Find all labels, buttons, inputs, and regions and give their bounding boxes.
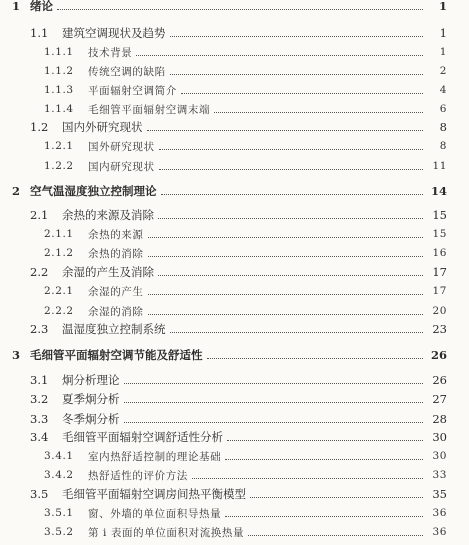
toc-title: 窗、外墙的单位面积导热量	[88, 507, 222, 520]
toc-subsection	[0, 80, 469, 100]
toc-number: 2	[12, 184, 21, 198]
dot-leader	[148, 294, 424, 295]
toc-page-number: 15	[432, 208, 447, 222]
dot-leader	[170, 332, 424, 333]
dot-leader	[161, 194, 424, 195]
toc-page-number: 2	[439, 65, 447, 77]
dot-leader	[159, 169, 423, 170]
toc-number: 1.1.3	[44, 84, 74, 96]
dot-leader	[148, 256, 424, 257]
dot-leader	[124, 422, 424, 423]
toc-title: 余湿的产生	[88, 285, 144, 298]
dot-leader	[158, 275, 423, 276]
dot-leader	[148, 237, 424, 238]
toc-title: 传统空调的缺陷	[88, 65, 166, 78]
toc-title: 国外研究现状	[88, 140, 155, 153]
toc-number: 3.3	[30, 412, 49, 426]
toc-title: 炯分析理论	[62, 373, 120, 387]
toc-title: 毛细管平面辐射空调末端	[88, 103, 211, 116]
toc-page-number: 36	[432, 526, 447, 538]
toc-title: 平面辐射空调简介	[88, 84, 177, 97]
toc-subsection	[0, 301, 469, 321]
toc-title: 空气温湿度独立控制理论	[30, 184, 157, 198]
dot-leader	[225, 459, 423, 460]
toc-number: 3.4.2	[44, 469, 74, 481]
toc-section	[0, 205, 469, 225]
toc-page-number: 16	[432, 247, 447, 259]
toc-section	[0, 409, 469, 429]
toc-title: 热舒适性的评价方法	[88, 469, 188, 482]
toc-number: 1.1.1	[44, 46, 74, 58]
toc-section	[0, 23, 469, 43]
toc-title: 余热的来源	[88, 228, 144, 241]
toc-subsection	[0, 156, 469, 176]
toc-section	[0, 117, 469, 137]
toc-section	[0, 484, 469, 504]
toc-number: 3	[12, 348, 21, 362]
toc-page-number: 30	[432, 450, 447, 462]
toc-title: 毛细管平面辐射空调节能及舒适性	[30, 348, 203, 362]
dot-leader	[124, 383, 424, 384]
dot-leader	[158, 218, 423, 219]
dot-leader	[148, 314, 424, 315]
dot-leader	[181, 93, 423, 94]
toc-number: 3.5	[30, 487, 49, 501]
dot-leader	[192, 478, 423, 479]
toc-title: 室内热舒适控制的理论基础	[88, 450, 222, 463]
toc-title: 余湿的产生及消除	[62, 265, 154, 279]
toc-number: 3.4.1	[44, 450, 74, 462]
toc-page-number: 17	[432, 265, 447, 279]
toc-title: 国内外研究现状	[62, 120, 143, 134]
toc-title: 国内研究现状	[88, 160, 155, 173]
toc-page-number: 36	[432, 507, 447, 519]
toc-subsection	[0, 136, 469, 156]
toc-subsection	[0, 446, 469, 466]
toc-title: 余热的来源及消除	[62, 208, 154, 222]
toc-title: 余热的消除	[88, 247, 144, 260]
toc-page-number: 14	[430, 184, 447, 198]
toc-section	[0, 427, 469, 447]
toc-title: 夏季炯分析	[62, 392, 120, 406]
dot-leader	[170, 36, 424, 37]
toc-subsection	[0, 465, 469, 485]
dot-leader	[214, 112, 423, 113]
toc-title: 温湿度独立控制系统	[62, 322, 166, 336]
toc-page-number: 1	[438, 0, 447, 13]
toc-page-number: 33	[432, 469, 447, 481]
toc-title: 建筑空调现状及趋势	[62, 26, 166, 40]
toc-subsection	[0, 281, 469, 301]
toc-subsection	[0, 99, 469, 119]
toc-number: 2.2.1	[44, 285, 74, 297]
toc-page-number: 27	[432, 392, 447, 406]
toc-page-number: 4	[439, 84, 447, 96]
toc-page-number: 20	[432, 305, 447, 317]
toc-number: 2.1.1	[44, 228, 74, 240]
dot-leader	[170, 74, 423, 75]
toc-title: 毛细管平面辐射空调房间热平衡模型	[62, 487, 246, 501]
toc-subsection	[0, 42, 469, 62]
toc-number: 1.2.2	[44, 160, 74, 172]
toc-title: 余湿的消除	[88, 305, 144, 318]
dot-leader	[227, 440, 423, 441]
toc-page-number: 1	[439, 26, 447, 40]
toc-number: 2.1.2	[44, 247, 74, 259]
dot-leader	[250, 497, 423, 498]
toc-subsection	[0, 522, 469, 542]
toc-chapter	[0, 345, 469, 365]
toc-number: 3.5.1	[44, 507, 74, 519]
toc-page-number: 6	[439, 103, 447, 115]
toc-number: 3.4	[30, 430, 49, 444]
toc-page-number: 35	[432, 487, 447, 501]
toc-title: 技术背景	[88, 46, 133, 59]
toc-number: 1.2	[30, 120, 49, 134]
toc-page-number: 8	[439, 120, 447, 134]
toc-number: 1.1	[30, 26, 49, 40]
toc-chapter	[0, 181, 469, 201]
toc-page-number: 30	[432, 430, 447, 444]
toc-page-number: 8	[439, 140, 447, 152]
toc-page-number: 26	[432, 373, 447, 387]
toc-section	[0, 262, 469, 282]
toc-subsection	[0, 243, 469, 263]
toc-number: 2.1	[30, 208, 49, 222]
dot-leader	[136, 55, 423, 56]
toc-number: 1.1.4	[44, 103, 74, 115]
toc-page-number: 28	[432, 412, 447, 426]
toc-number: 1.2.1	[44, 140, 74, 152]
toc-section	[0, 389, 469, 409]
toc-chapter	[0, 0, 469, 16]
toc-number: 1.1.2	[44, 65, 74, 77]
toc-title: 冬季炯分析	[62, 412, 120, 426]
toc-subsection	[0, 224, 469, 244]
toc-page-number: 26	[430, 348, 447, 362]
toc-number: 2.2.2	[44, 305, 74, 317]
dot-leader	[225, 516, 423, 517]
toc-page-number: 23	[432, 322, 447, 336]
toc-page-number: 17	[432, 285, 447, 297]
toc-page-number: 15	[432, 228, 447, 240]
toc-number: 1	[12, 0, 21, 13]
toc-title: 毛细管平面辐射空调舒适性分析	[62, 430, 223, 444]
toc-subsection	[0, 503, 469, 523]
toc-title: 绪论	[30, 0, 53, 13]
toc-section	[0, 370, 469, 390]
dot-leader	[57, 9, 423, 10]
dot-leader	[207, 358, 424, 359]
toc-number: 3.5.2	[44, 526, 74, 538]
toc-section	[0, 319, 469, 339]
dot-leader	[124, 402, 424, 403]
dot-leader	[147, 130, 424, 131]
toc-number: 3.1	[30, 373, 49, 387]
toc-subsection	[0, 61, 469, 81]
toc-number: 3.2	[30, 392, 49, 406]
toc-title: 第 i 表面的单位面积对流换热量	[88, 526, 245, 539]
dot-leader	[159, 149, 423, 150]
toc-page-number: 1	[439, 46, 447, 58]
toc-number: 2.2	[30, 265, 49, 279]
toc-page-number: 11	[432, 160, 447, 172]
toc-number: 2.3	[30, 322, 49, 336]
dot-leader	[248, 535, 423, 536]
